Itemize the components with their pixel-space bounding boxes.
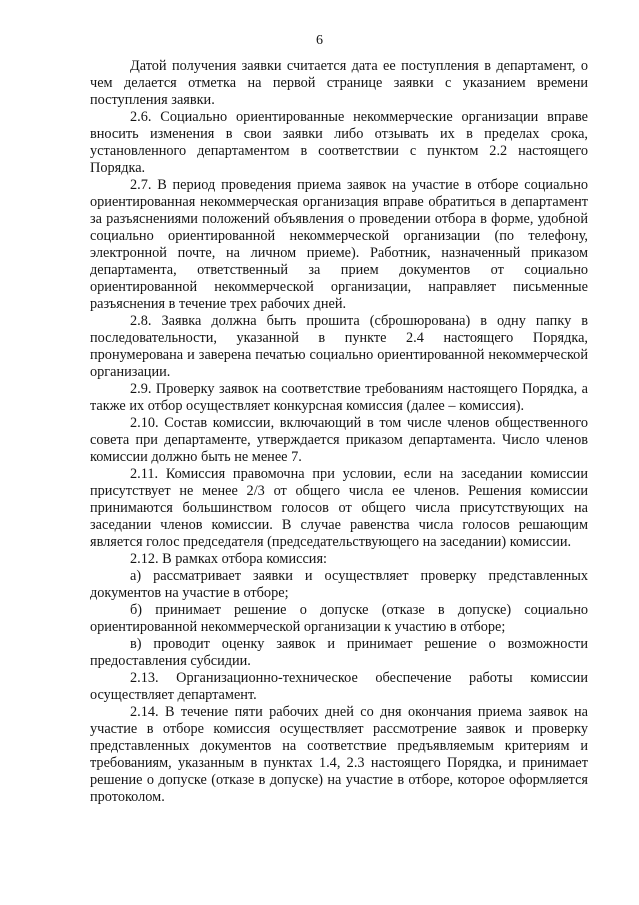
paragraph-2-9: 2.9. Проверку заявок на соответствие требованиям настоящего Порядка, а также их отбор осуществляет конкурсная комиссия (далее – комиссия). — [90, 381, 588, 414]
page-number: 6 — [316, 33, 323, 48]
paragraph-2-8: 2.8. Заявка должна быть прошита (сброшюрована) в одну папку в последовательности, указанной в пункте 2.4 настоящего Порядка, пронумерована и заверена печатью социально ориентированной некоммерческой организации. — [90, 313, 588, 380]
paragraph-2-12: 2.12. В рамках отбора комиссия: — [130, 551, 328, 567]
paragraph-receipt-date: Датой получения заявки считается дата ее поступления в департамент, о чем делается отметка на первой странице заявки с указанием времени поступления заявки. — [90, 58, 588, 108]
paragraph-2-12-b: б) принимает решение о допуске (отказе в допуске) социально ориентированной некоммерческой организации к участию в отборе; — [90, 602, 588, 635]
paragraph-2-10: 2.10. Состав комиссии, включающий в том числе членов общественного совета при департаменте, утверждается приказом департамента. Число членов комиссии должно быть не менее 7. — [90, 415, 588, 465]
paragraph-2-7: 2.7. В период проведения приема заявок на участие в отборе социально ориентированная некоммерческая организация вправе обратиться в департамент за разъяснениями положений объявления о проведении отбора в форме, удобной социально ориентированной некоммерческой организации (по телефону, электронной почте, на личном приеме). Работник, назначенный приказом департамента, ответственный за прием документов от социально ориентированной некоммерческой организации, направляет письменные разъяснения в течение трех рабочих дней. — [90, 177, 588, 312]
paragraph-2-13: 2.13. Организационно-техническое обеспечение работы комиссии осуществляет департамент. — [90, 670, 588, 703]
document-body — [90, 58, 588, 806]
paragraph-2-12-v: в) проводит оценку заявок и принимает решение о возможности предоставления субсидии. — [90, 636, 588, 669]
paragraph-2-6: 2.6. Социально ориентированные некоммерческие организации вправе вносить изменения в свои заявки либо отзывать их в пределах срока, установленного департаментом в соответствии с пунктом 2.2 настоящего Порядка. — [90, 109, 588, 176]
paragraph-2-12-a: а) рассматривает заявки и осуществляет проверку представленных документов на участие в отборе; — [90, 568, 588, 601]
paragraph-2-11: 2.11. Комиссия правомочна при условии, если на заседании комиссии присутствует не менее 2/3 от общего числа ее членов. Решения комиссии принимаются большинством голосов от общего числа присутствующих на заседании членов комиссии. В случае равенства числа голосов решающим является голос председателя (председательствующего на заседании) комиссии. — [90, 466, 588, 550]
paragraph-2-14: 2.14. В течение пяти рабочих дней со дня окончания приема заявок на участие в отборе комиссия осуществляет рассмотрение заявок и проверку представленных документов на соответствие предъявляемым критериям и требованиям, указанным в пунктах 1.4, 2.3 настоящего Порядка, и принимает решение о допуске (отказе в допуске) на участие в отборе, которое оформляется протоколом. — [90, 704, 588, 805]
